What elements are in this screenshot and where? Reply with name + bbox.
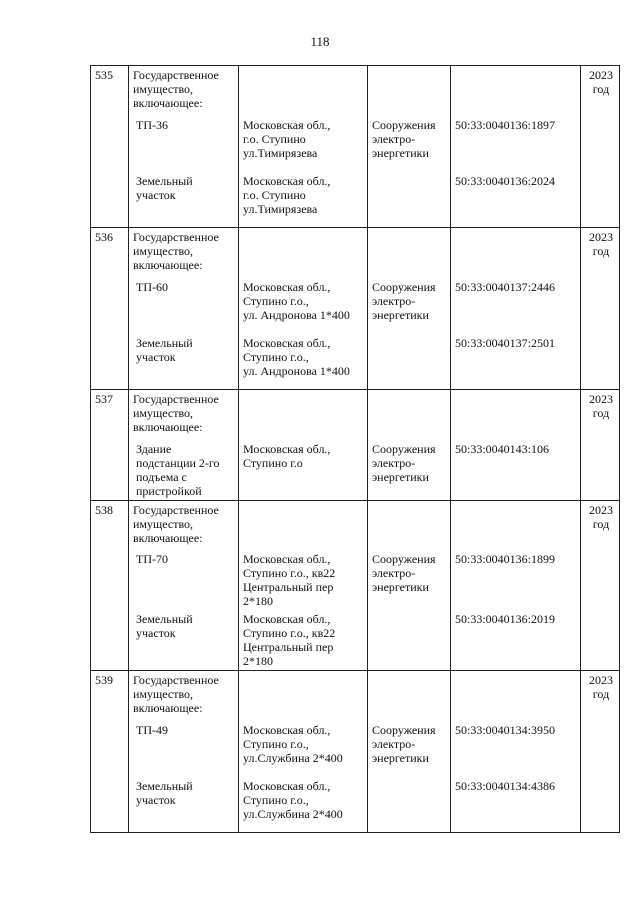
cadastral-cell bbox=[451, 671, 581, 721]
item-name bbox=[129, 334, 239, 390]
entry-year-cell bbox=[581, 172, 620, 228]
entry-header-text: Государственное имущество, включающее: bbox=[129, 228, 239, 278]
entry-year-cell bbox=[581, 278, 620, 334]
item-cadastral-number: 50:33:0040136:2019 bbox=[451, 610, 581, 671]
item-name-text: ТП-49 bbox=[136, 722, 168, 737]
entry-year-cell bbox=[581, 610, 620, 671]
type-cell bbox=[368, 66, 451, 116]
entry-item-row bbox=[91, 172, 620, 228]
type-cell bbox=[368, 390, 451, 440]
entry-year-cell bbox=[581, 334, 620, 390]
entry-number-cell bbox=[91, 777, 129, 833]
type-cell bbox=[368, 671, 451, 721]
item-address: Московская обл., Ступино г.о., ул.Службина 2*400 bbox=[239, 721, 368, 777]
entry-number-cell bbox=[91, 610, 129, 671]
entry-number: 535 bbox=[91, 66, 129, 116]
entry-header-row bbox=[91, 671, 620, 721]
type-cell bbox=[368, 228, 451, 278]
item-cadastral-number: 50:33:0040134:3950 bbox=[451, 721, 581, 777]
entry-header-row bbox=[91, 500, 620, 550]
address-cell bbox=[239, 390, 368, 440]
entry-number-cell bbox=[91, 334, 129, 390]
cadastral-cell bbox=[451, 500, 581, 550]
item-name bbox=[129, 116, 239, 172]
item-name-text: ТП-36 bbox=[136, 117, 168, 132]
item-cadastral-number: 50:33:0040137:2501 bbox=[451, 334, 581, 390]
entry-header-text: Государственное имущество, включающее: bbox=[129, 500, 239, 550]
item-name bbox=[129, 610, 239, 671]
item-name bbox=[129, 777, 239, 833]
entry-item-row bbox=[91, 440, 620, 501]
entry-year-cell bbox=[581, 721, 620, 777]
entry-year: 2023 год bbox=[581, 228, 620, 278]
cadastral-cell bbox=[451, 228, 581, 278]
entry-year-cell bbox=[581, 440, 620, 501]
entry-header-text: Государственное имущество, включающее: bbox=[129, 66, 239, 116]
item-address: Московская обл., Ступино г.о., ул.Службина 2*400 bbox=[239, 777, 368, 833]
item-type: Сооружения электро- энергетики bbox=[368, 116, 451, 172]
item-cadastral-number: 50:33:0040143:106 bbox=[451, 440, 581, 501]
item-name-text: Земельный участок bbox=[136, 173, 193, 202]
entry-item-row bbox=[91, 116, 620, 172]
entry-year-cell bbox=[581, 550, 620, 610]
entry-number-cell bbox=[91, 440, 129, 501]
entry-year-cell bbox=[581, 116, 620, 172]
item-name bbox=[129, 278, 239, 334]
entry-number-cell bbox=[91, 172, 129, 228]
entry-header-text: Государственное имущество, включающее: bbox=[129, 671, 239, 721]
entry-year: 2023 год bbox=[581, 671, 620, 721]
address-cell bbox=[239, 66, 368, 116]
entry-item-row bbox=[91, 610, 620, 671]
entry-header-text: Государственное имущество, включающее: bbox=[129, 390, 239, 440]
entry-header-row bbox=[91, 66, 620, 116]
entry-year: 2023 год bbox=[581, 66, 620, 116]
item-cadastral-number: 50:33:0040136:2024 bbox=[451, 172, 581, 228]
item-type bbox=[368, 172, 451, 228]
item-type: Сооружения электро- энергетики bbox=[368, 440, 451, 501]
entry-header-row bbox=[91, 228, 620, 278]
item-type: Сооружения электро- энергетики bbox=[368, 278, 451, 334]
page-number: 118 bbox=[310, 34, 330, 49]
item-name bbox=[129, 721, 239, 777]
address-cell bbox=[239, 500, 368, 550]
cadastral-cell bbox=[451, 66, 581, 116]
item-cadastral-number: 50:33:0040134:4386 bbox=[451, 777, 581, 833]
entry-header-row bbox=[91, 390, 620, 440]
entry-item-row bbox=[91, 334, 620, 390]
property-table bbox=[90, 65, 620, 833]
address-cell bbox=[239, 671, 368, 721]
item-address: Московская обл., г.о. Ступино ул.Тимирязева bbox=[239, 172, 368, 228]
item-type: Сооружения электро- энергетики bbox=[368, 550, 451, 610]
item-name-text: Здание подстанции 2-го подъема с пристройкой bbox=[136, 441, 220, 498]
type-cell bbox=[368, 500, 451, 550]
item-name bbox=[129, 172, 239, 228]
entry-number-cell bbox=[91, 116, 129, 172]
entry-item-row bbox=[91, 550, 620, 610]
item-name-text: Земельный участок bbox=[136, 612, 193, 640]
item-type bbox=[368, 334, 451, 390]
item-type bbox=[368, 610, 451, 671]
item-address: Московская обл., Ступино г.о bbox=[239, 440, 368, 501]
item-address: Московская обл., Ступино г.о., ул. Андронова 1*400 bbox=[239, 334, 368, 390]
cadastral-cell bbox=[451, 390, 581, 440]
item-name bbox=[129, 440, 239, 501]
entry-item-row bbox=[91, 278, 620, 334]
entry-number-cell bbox=[91, 278, 129, 334]
item-name-text: ТП-60 bbox=[136, 279, 168, 294]
item-name-text: Земельный участок bbox=[136, 335, 193, 364]
entry-item-row bbox=[91, 721, 620, 777]
entry-number-cell bbox=[91, 550, 129, 610]
item-type: Сооружения электро- энергетики bbox=[368, 721, 451, 777]
entry-number-cell bbox=[91, 721, 129, 777]
item-name-text: ТП-70 bbox=[136, 552, 168, 566]
item-cadastral-number: 50:33:0040136:1899 bbox=[451, 550, 581, 610]
item-address: Московская обл., Ступино г.о., ул. Андронова 1*400 bbox=[239, 278, 368, 334]
entry-number: 537 bbox=[91, 390, 129, 440]
item-address: Московская обл., г.о. Ступино ул.Тимирязева bbox=[239, 116, 368, 172]
item-name-text: Земельный участок bbox=[136, 778, 193, 807]
entry-number: 539 bbox=[91, 671, 129, 721]
entry-year: 2023 год bbox=[581, 390, 620, 440]
entry-number: 538 bbox=[91, 500, 129, 550]
entry-year-cell bbox=[581, 777, 620, 833]
item-address: Московская обл., Ступино г.о., кв22 Центральный пер 2*180 bbox=[239, 550, 368, 610]
item-cadastral-number: 50:33:0040137:2446 bbox=[451, 278, 581, 334]
item-address: Московская обл., Ступино г.о., кв22 Центральный пер 2*180 bbox=[239, 610, 368, 671]
entry-number: 536 bbox=[91, 228, 129, 278]
entry-year: 2023 год bbox=[581, 500, 620, 550]
item-cadastral-number: 50:33:0040136:1897 bbox=[451, 116, 581, 172]
item-name bbox=[129, 550, 239, 610]
item-type bbox=[368, 777, 451, 833]
address-cell bbox=[239, 228, 368, 278]
entry-item-row bbox=[91, 777, 620, 833]
